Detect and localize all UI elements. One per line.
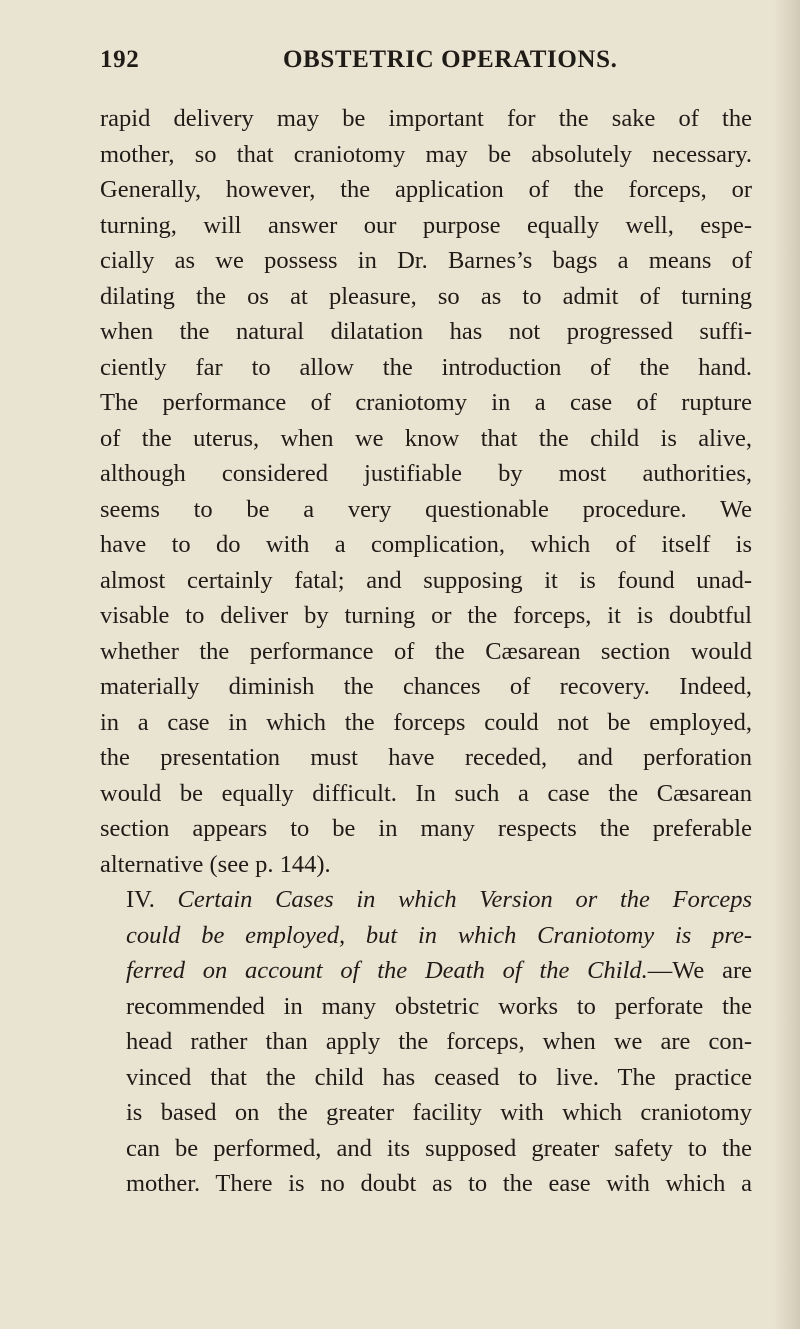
- body-text: [100, 101, 752, 1202]
- section-heading-continuation: —We are: [647, 957, 752, 984]
- text-line: can be performed, and its supposed greater safety to the: [126, 1134, 752, 1162]
- text-line: The performance of craniotomy in a case of rupture: [100, 389, 752, 416]
- page-header: [100, 46, 740, 86]
- section-numeral: IV.: [126, 886, 178, 913]
- text-line: section appears to be in many respects the preferable: [100, 815, 752, 842]
- text-line: when the natural dilatation has not progressed suffi-: [100, 318, 752, 345]
- section-heading-line-3: [100, 953, 752, 989]
- text-line: dilating the os at pleasure, so as to admit of turning: [100, 282, 752, 310]
- page-number: 192: [100, 46, 140, 73]
- text-line: is based on the greater facility with which craniotomy: [126, 1099, 752, 1126]
- text-line: recommended in many obstetric works to perforate the: [126, 992, 752, 1020]
- text-line: have to do with a complication, which of itself is: [100, 531, 752, 558]
- text-line: mother, so that craniotomy may be absolutely necessary.: [100, 140, 752, 168]
- text-line: alternative (see p. 144).: [100, 850, 331, 878]
- text-line: Generally, however, the application of the forceps, or: [100, 176, 752, 203]
- text-line: although considered justifiable by most authorities,: [100, 460, 752, 487]
- section-heading-text-end: ferred on account of the Death of the Child.: [126, 957, 648, 984]
- text-line: rapid delivery may be important for the sake of the: [100, 105, 752, 132]
- text-line: head rather than apply the forceps, when we are con-: [126, 1028, 752, 1055]
- text-line: almost certainly fatal; and supposing it is found unad-: [100, 566, 752, 594]
- text-line: seems to be a very questionable procedure. We: [100, 495, 752, 523]
- text-line: the presentation must have receded, and perforation: [100, 744, 752, 771]
- section-heading-line-1: [100, 882, 752, 918]
- text-line: turning, will answer our purpose equally well, espe-: [100, 211, 752, 239]
- paragraph-1: [100, 101, 752, 882]
- paragraph-2: [100, 882, 752, 1202]
- text-line: of the uterus, when we know that the child is alive,: [100, 424, 752, 452]
- section-heading-text: Certain Cases in which Version or the Forceps: [177, 886, 752, 913]
- text-line: ciently far to allow the introduction of the hand.: [100, 353, 752, 381]
- running-head: OBSTETRIC OPERATIONS.: [283, 46, 618, 73]
- text-line: vinced that the child has ceased to live. The practice: [126, 1063, 752, 1091]
- page-edge-shadow: [774, 0, 800, 1329]
- text-line: visable to deliver by turning or the forceps, it is doubtful: [100, 602, 752, 629]
- text-line: whether the performance of the Cæsarean section would: [100, 637, 752, 665]
- section-heading-line-2: could be employed, but in which Craniotomy is pre-: [126, 921, 752, 949]
- text-line: in a case in which the forceps could not be employed,: [100, 708, 752, 736]
- text-line: mother. There is no doubt as to the ease with which a: [126, 1170, 752, 1197]
- text-line: materially diminish the chances of recovery. Indeed,: [100, 673, 752, 700]
- text-line: cially as we possess in Dr. Barnes’s bags a means of: [100, 247, 752, 274]
- text-line: would be equally difficult. In such a case the Cæsarean: [100, 779, 752, 807]
